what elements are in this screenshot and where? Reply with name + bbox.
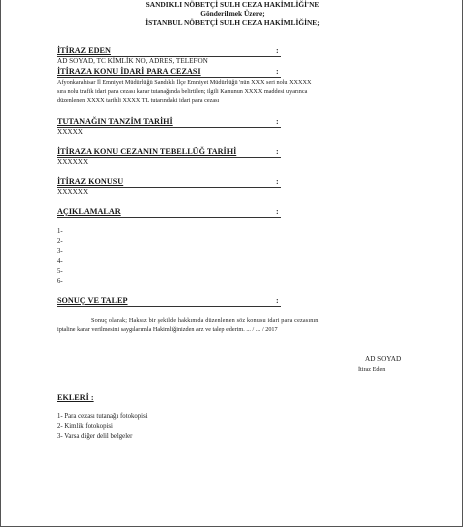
tebellug-tarihi-label: İTİRAZA KONU CEZANIN TEBELLÜĞ TARİHİ xyxy=(57,147,237,156)
signature-name: AD SOYAD xyxy=(365,355,402,363)
itiraza-konu-label: İTİRAZA KONU İDARİ PARA CEZASI xyxy=(57,67,201,76)
itiraza-konu-underline xyxy=(57,77,281,78)
tebellug-tarihi-colon: : xyxy=(276,147,279,156)
sonuc-text-line2: iptaline karar verilmesini saygılarımla Hakimliğinizden arz ve talep ederim. ... / ... / 2017 xyxy=(57,326,278,333)
sonuc-label: SONUÇ VE TALEP xyxy=(57,296,128,305)
ekleri-label: EKLERİ : xyxy=(57,393,94,402)
ek-item: 3- Varsa diğer delil belgeler xyxy=(57,433,133,440)
aciklama-item: 4- xyxy=(57,258,63,265)
aciklama-item: 5- xyxy=(57,268,63,275)
itiraz-konusu-underline xyxy=(57,187,281,188)
aciklamalar-underline xyxy=(57,217,281,218)
itiraza-konu-text-line2: sıra nolu trafik idari para cezası karar tutanağında belirtilen; ilgili Kanunun XXXX maddesi uyarınca xyxy=(57,88,308,95)
court-header-line2: Gönderilmek Üzere; xyxy=(200,9,265,18)
ek-item: 1- Para cezası tutanağı fotokopisi xyxy=(57,413,148,420)
itiraz-eden-label: İTİRAZ EDEN xyxy=(57,46,111,55)
itiraza-konu-colon: : xyxy=(276,67,279,76)
tutanak-tarihi-underline xyxy=(57,127,281,128)
sonuc-text-line1: Sonuç olarak; Haksız bir şekilde hakkımda düzenlenen söz konusu idari para cezasının xyxy=(91,317,319,324)
aciklamalar-label: AÇIKLAMALAR xyxy=(57,207,121,216)
itiraza-konu-text-line3: düzenlenen XXXX tarihli XXXX TL tutarındaki idari para cezası xyxy=(57,97,220,104)
itiraz-konusu-value: XXXXXX xyxy=(57,188,89,196)
aciklama-item: 6- xyxy=(57,278,63,285)
itiraz-eden-value: AD SOYAD, TC KİMLİK NO, ADRES, TELEFON xyxy=(57,57,208,65)
ek-item: 2- Kimlik fotokopisi xyxy=(57,423,113,430)
tutanak-tarihi-label: TUTANAĞIN TANZİM TARİHİ xyxy=(57,117,173,126)
tebellug-tarihi-underline xyxy=(57,157,281,158)
tebellug-tarihi-value: XXXXXX xyxy=(57,158,89,166)
aciklama-item: 3- xyxy=(57,248,63,255)
signature-role: İtiraz Eden xyxy=(358,366,386,373)
court-header-line3: İSTANBUL NÖBETÇİ SULH CEZA HAKİMLİĞİNE; xyxy=(145,18,320,27)
sonuc-colon: : xyxy=(276,296,279,305)
itiraza-konu-text-line1: Afyonkarahisar İl Emniyet Müdürlüğü Sandıklı İlçe Emniyet Müdürlüğü 'nün XXX seri nolu XXXXX xyxy=(57,79,312,86)
tutanak-tarihi-value: XXXXX xyxy=(57,128,83,136)
court-header-line1: SANDIKLI NÖBETÇİ SULH CEZA HAKİMLİĞİ'NE xyxy=(145,0,320,9)
tutanak-tarihi-colon: : xyxy=(276,117,279,126)
aciklama-item: 1- xyxy=(57,228,63,235)
itiraz-konusu-colon: : xyxy=(276,177,279,186)
itiraz-eden-colon: : xyxy=(276,46,279,55)
sonuc-underline xyxy=(57,306,281,307)
itiraz-konusu-label: İTİRAZ KONUSU xyxy=(57,177,124,186)
aciklama-item: 2- xyxy=(57,238,63,245)
aciklamalar-colon: : xyxy=(276,207,279,216)
